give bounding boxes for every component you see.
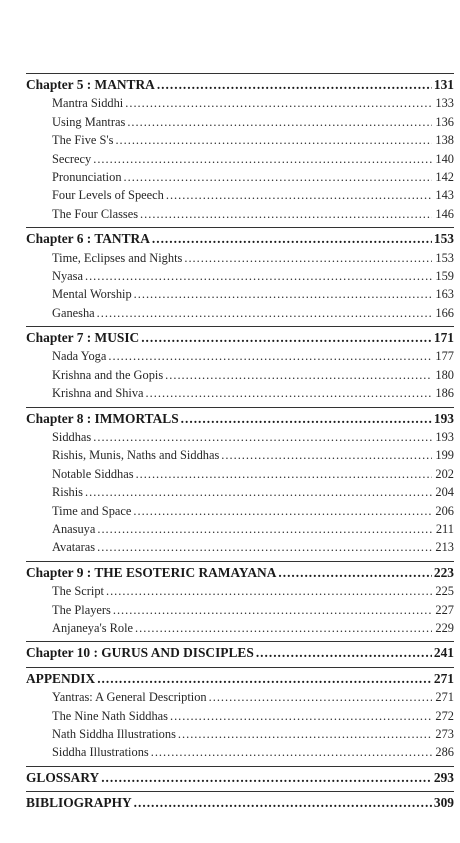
dot-leader [108, 347, 432, 365]
toc-section-entry [26, 465, 454, 483]
toc-entry-title: Siddhas [52, 430, 92, 445]
toc-section-entry [26, 267, 454, 285]
section-gap [26, 663, 454, 666]
toc-page-number: 211 [435, 521, 454, 536]
section-gap [26, 762, 454, 765]
toc-section-entry [26, 619, 454, 637]
chapter-divider [26, 791, 454, 792]
toc-page-number: 138 [435, 133, 454, 148]
toc-page-number: 177 [435, 349, 454, 364]
dot-leader [178, 725, 432, 743]
dot-leader [170, 707, 432, 725]
toc-section-entry [26, 94, 454, 112]
toc-page-number: 193 [433, 410, 454, 426]
toc-page-number: 171 [433, 330, 454, 346]
dot-leader [134, 285, 432, 303]
toc-section-entry [26, 502, 454, 520]
toc-page-number: 241 [433, 645, 454, 661]
toc-entry-title: Krishna and the Gopis [52, 367, 164, 382]
toc-page-number: 133 [435, 96, 454, 111]
toc-page-number: 136 [435, 114, 454, 129]
toc-entry-title: The Players [52, 602, 111, 617]
toc-page-number: 204 [435, 485, 454, 500]
dot-leader [151, 743, 432, 761]
toc-page-number: 309 [433, 795, 454, 811]
toc-page-number: 206 [435, 503, 454, 518]
toc-page-number: 271 [433, 670, 454, 686]
dot-leader [97, 670, 432, 688]
dot-leader [146, 384, 432, 402]
toc-page-number: 223 [433, 564, 454, 580]
chapter-divider [26, 407, 454, 408]
toc-page-number: 213 [435, 540, 454, 555]
toc-entry-title: Notable Siddhas [52, 466, 134, 481]
chapter-divider [26, 326, 454, 327]
toc-page-number: 186 [435, 386, 454, 401]
toc-entry-title: Time and Space [52, 503, 132, 518]
chapter-divider [26, 766, 454, 767]
toc-page-number: 199 [435, 448, 454, 463]
dot-leader [113, 601, 432, 619]
toc-section-entry [26, 483, 454, 501]
toc-entry-title: The Script [52, 584, 104, 599]
toc-entry-title: Rishis [52, 485, 83, 500]
toc-page-number: 271 [435, 690, 454, 705]
toc-page-number: 143 [435, 188, 454, 203]
dot-leader [141, 329, 432, 347]
toc-section-entry [26, 168, 454, 186]
dot-leader [136, 465, 432, 483]
dot-leader [165, 366, 432, 384]
toc-entry-title: Time, Eclipses and Nights [52, 250, 183, 265]
dot-leader [93, 428, 432, 446]
toc-section-entry [26, 304, 454, 322]
toc-page-number: 202 [435, 466, 454, 481]
toc-page-number: 286 [435, 745, 454, 760]
dot-leader [85, 267, 432, 285]
toc-entry-title: The Five S's [52, 133, 114, 148]
toc-entry-title: Chapter 5 : MANTRA [26, 77, 155, 92]
toc-section-entry [26, 347, 454, 365]
toc-entry-title: BIBLIOGRAPHY [26, 795, 132, 811]
toc-chapter-entry [26, 329, 454, 347]
toc-page-number: 131 [433, 77, 454, 92]
section-gap [26, 403, 454, 406]
toc-section-entry [26, 384, 454, 402]
toc-chapter-entry [26, 230, 454, 248]
dot-leader [152, 230, 432, 248]
toc-entry-title: Nyasa [52, 268, 83, 283]
toc-page-number: 142 [435, 169, 454, 184]
toc-section-entry [26, 688, 454, 706]
section-gap [26, 322, 454, 325]
dot-leader [127, 113, 432, 131]
dot-leader [256, 644, 432, 662]
toc-section-entry [26, 249, 454, 267]
dot-leader [97, 304, 432, 322]
section-gap [26, 787, 454, 790]
section-gap [26, 637, 454, 640]
toc-page-number: 227 [435, 602, 454, 617]
dot-leader [184, 249, 432, 267]
chapter-divider [26, 561, 454, 562]
toc-section-entry [26, 582, 454, 600]
dot-leader [124, 168, 432, 186]
toc-entry-title: Secrecy [52, 151, 92, 166]
toc-page-number: 159 [435, 268, 454, 283]
toc-entry-title: Chapter 9 : THE ESOTERIC RAMAYANA [26, 564, 277, 580]
toc-section-entry [26, 366, 454, 384]
toc-page-number: 193 [435, 430, 454, 445]
toc-section-entry [26, 285, 454, 303]
toc-entry-title: Chapter 6 : TANTRA [26, 231, 150, 247]
toc-entry-title: Mental Worship [52, 287, 132, 302]
toc-entry-title: APPENDIX [26, 670, 96, 686]
toc-page-number: 166 [435, 305, 454, 320]
chapter-divider [26, 641, 454, 642]
toc-section-entry [26, 186, 454, 204]
toc-entry-title: Avataras [52, 540, 96, 555]
toc-entry-title: Nada Yoga [52, 349, 107, 364]
toc-section-entry [26, 131, 454, 149]
toc-section-entry [26, 150, 454, 168]
dot-leader [181, 410, 432, 428]
toc-page-number: 163 [435, 287, 454, 302]
toc-page-number: 153 [433, 231, 454, 247]
dot-leader [101, 769, 432, 787]
toc-page-number: 153 [435, 250, 454, 265]
toc-entry-title: Chapter 8 : IMMORTALS [26, 410, 179, 426]
toc-page-number: 146 [435, 206, 454, 221]
section-gap [26, 223, 454, 226]
toc-section-entry [26, 725, 454, 743]
toc-entry-title: Using Mantras [52, 114, 126, 129]
toc-section-entry [26, 446, 454, 464]
toc-page-number: 293 [433, 769, 454, 785]
toc-page-number: 225 [435, 584, 454, 599]
toc-page-number: 229 [435, 620, 454, 635]
toc-page-number: 272 [435, 708, 454, 723]
dot-leader [140, 205, 432, 223]
toc-chapter-entry [26, 76, 454, 94]
toc-entry-title: Chapter 10 : GURUS AND DISCIPLES [26, 645, 254, 661]
dot-leader [125, 94, 432, 112]
toc-entry-title: Ganesha [52, 305, 95, 320]
toc-section-entry [26, 428, 454, 446]
chapter-divider [26, 667, 454, 668]
toc-section-entry [26, 601, 454, 619]
toc-entry-title: Yantras: A General Description [52, 690, 207, 705]
toc-chapter-entry [26, 794, 454, 812]
toc-section-entry [26, 205, 454, 223]
dot-leader [134, 794, 432, 812]
dot-leader [93, 150, 432, 168]
toc-entry-title: Anjaneya's Role [52, 620, 134, 635]
table-of-contents [26, 72, 454, 812]
toc-page-number: 273 [435, 726, 454, 741]
toc-entry-title: GLOSSARY [26, 769, 100, 785]
toc-entry-title: Anasuya [52, 521, 96, 536]
toc-entry-title: Siddha Illustrations [52, 745, 149, 760]
chapter-divider [26, 227, 454, 228]
toc-entry-title: The Four Classes [52, 206, 139, 221]
toc-entry-title: Four Levels of Speech [52, 188, 164, 203]
toc-section-entry [26, 538, 454, 556]
toc-section-entry [26, 743, 454, 761]
toc-chapter-entry [26, 769, 454, 787]
toc-section-entry [26, 113, 454, 131]
toc-entry-title: The Nine Nath Siddhas [52, 708, 168, 723]
toc-entry-title: Rishis, Munis, Naths and Siddhas [52, 448, 220, 463]
toc-chapter-entry [26, 564, 454, 582]
dot-leader [221, 446, 432, 464]
toc-section-entry [26, 707, 454, 725]
toc-entry-title: Pronunciation [52, 169, 122, 184]
toc-chapter-entry [26, 410, 454, 428]
toc-chapter-entry [26, 644, 454, 662]
toc-entry-title: Krishna and Shiva [52, 386, 144, 401]
dot-leader [106, 582, 432, 600]
chapter-divider [26, 73, 454, 74]
dot-leader [278, 564, 432, 582]
toc-entry-title: Chapter 7 : MUSIC [26, 330, 140, 346]
dot-leader [166, 186, 432, 204]
section-gap [26, 557, 454, 560]
toc-chapter-entry [26, 670, 454, 688]
dot-leader [97, 538, 432, 556]
dot-leader [135, 619, 432, 637]
toc-page-number: 140 [435, 151, 454, 166]
toc-section-entry [26, 520, 454, 538]
dot-leader [157, 76, 432, 94]
dot-leader [133, 502, 432, 520]
dot-leader [97, 520, 432, 538]
dot-leader [85, 483, 432, 501]
dot-leader [115, 131, 432, 149]
dot-leader [209, 688, 432, 706]
toc-entry-title: Mantra Siddhi [52, 96, 124, 111]
toc-page-number: 180 [435, 367, 454, 382]
toc-entry-title: Nath Siddha Illustrations [52, 726, 176, 741]
